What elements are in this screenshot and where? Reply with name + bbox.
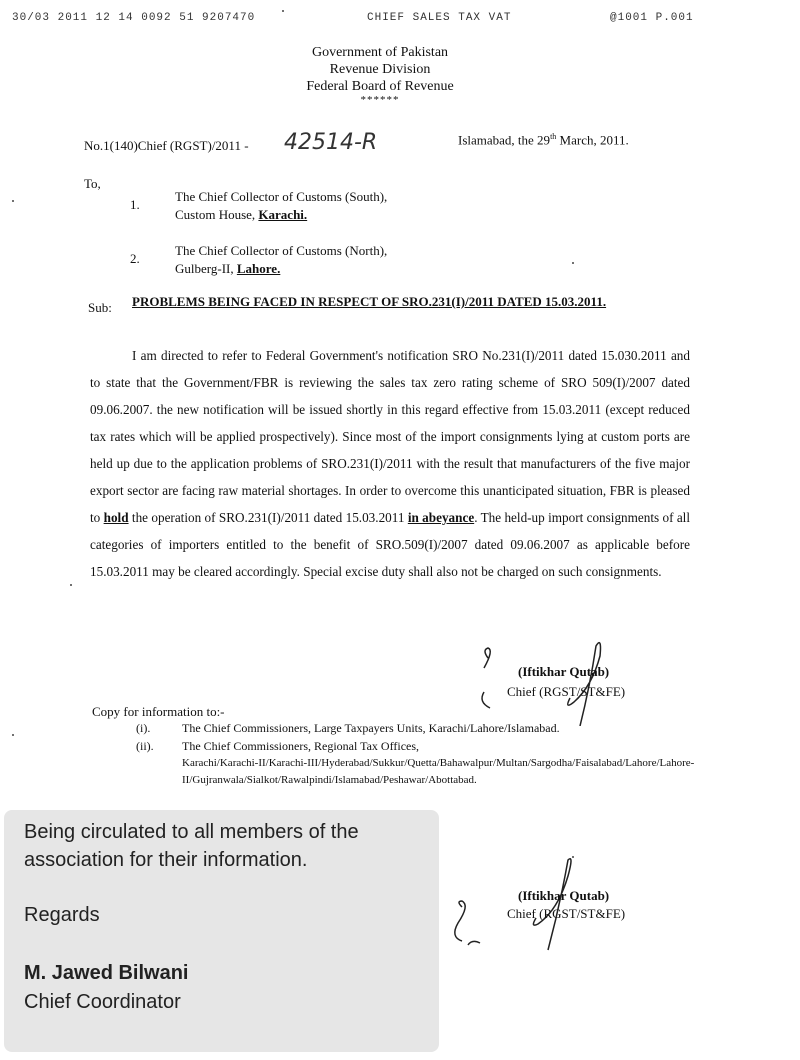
fax-header — [12, 12, 692, 30]
addressee-number: 1. — [130, 197, 140, 212]
subject-label: Sub: — [88, 300, 112, 315]
addressee-line1: The Chief Collector of Customs (South), — [175, 189, 388, 204]
signatory-title: Chief (RGST/ST&FE) — [507, 684, 626, 699]
body-paragraph — [90, 342, 690, 585]
addressee-number: 2. — [130, 251, 140, 266]
fax-header-center: CHIEF SALES TAX VAT — [367, 12, 512, 24]
scan-speck — [572, 856, 574, 858]
addressee-line2: Gulberg-II, — [175, 261, 237, 276]
signatory-name: (Iftikhar Qutab) — [518, 664, 610, 679]
addressee-item — [130, 242, 530, 282]
to-label: To, — [84, 176, 101, 191]
circulation-note-overlay — [4, 810, 439, 1052]
sender-name: M. Jawed Bilwani — [24, 962, 189, 984]
circulation-message: Being circulated to all members of the association for their information. — [24, 821, 359, 871]
scan-speck — [572, 262, 574, 264]
copy-item-number: (i). — [136, 721, 151, 735]
body-part2: the operation of SRO.231(I)/2011 dated 15.03.2011 — [128, 510, 408, 525]
body-part1: I am directed to refer to Federal Government's notification SRO No.231(I)/2011 dated 15.030.2011 and to state that the Government/FBR is reviewing the sales tax zero rating scheme of SRO 509(I)/2007 dated 09.06.2007. the new notification will be issued shortly in this regard effective from 15.03.2011 (except reduced tax rates which will be applied prospectively). Since most of the import consignments lying at custom ports are held up due to the application problems of SRO.231(I)/2011 with the result that manufacturers of the five major export sector are facing raw material shortages. In order to overcome this unanticipated situation, FBR is pleased to — [90, 348, 690, 525]
subject-text: PROBLEMS BEING FACED IN RESPECT OF SRO.231(I)/2011 DATED 15.03.2011. — [132, 294, 607, 309]
copy-item — [136, 720, 702, 738]
place-and-date — [458, 132, 629, 148]
reference-line — [84, 130, 684, 158]
date-suffix: th — [550, 132, 557, 141]
handwritten-diary-number: 42514-R — [284, 130, 378, 155]
copy-item-offices: Karachi/Karachi-II/Karachi-III/Hyderabad/Sukkur/Quetta/Bahawalpur/Multan/Sargodha/Faisalabad/Lahore/Lahore-II/Gujranwala/Sialkot/Rawalpindi/Islamabad/Peshawar/Abottabad. — [182, 757, 695, 786]
addressee-city: Lahore. — [236, 261, 281, 276]
handwritten-signature-icon — [440, 855, 670, 955]
fax-header-left: 30/03 2011 12 14 0092 51 9207470 — [12, 12, 256, 24]
fax-header-right: @1001 P.001 — [610, 12, 694, 24]
copy-item-number: (ii). — [136, 739, 154, 753]
scan-speck — [282, 10, 284, 12]
signatory-name: (Iftikhar Qutab) — [518, 888, 610, 903]
scan-speck — [12, 734, 14, 736]
regards-text: Regards — [24, 904, 100, 926]
date-prefix: Islamabad, the 29 — [458, 132, 551, 148]
addressee-city: Karachi. — [258, 207, 308, 222]
addressee-item — [130, 188, 530, 228]
copy-item — [136, 738, 702, 808]
copy-for-information-label: Copy for information to:- — [92, 704, 225, 719]
signature-block-secondary — [440, 855, 670, 955]
date-rest: March, 2011. — [556, 132, 629, 148]
copy-item-text: The Chief Commissioners, Regional Tax Offices, — [182, 739, 420, 753]
signatory-title: Chief (RGST/ST&FE) — [507, 906, 626, 921]
signature-block — [470, 636, 670, 726]
organization-heading — [280, 44, 480, 105]
handwritten-signature-icon — [470, 636, 670, 726]
body-part3: . The held-up import consignments of all categories of importers entitled to the benefit of SRO.509(I)/2007 dated 09.06.2007 as applicable before 15.03.2011 may be cleared accordingly. Special excise duty shall also not be charged on such consignments. — [90, 510, 691, 579]
org-line-government: Government of Pakistan — [311, 45, 449, 60]
org-line-board: Federal Board of Revenue — [306, 79, 454, 94]
copy-item-text: The Chief Commissioners, Large Taxpayers Units, Karachi/Lahore/Islamabad. — [182, 721, 560, 735]
scan-speck — [12, 200, 14, 202]
org-stars: ****** — [360, 94, 400, 106]
addressee-line1: The Chief Collector of Customs (North), — [175, 243, 388, 258]
org-line-division: Revenue Division — [329, 62, 431, 77]
addressee-line2: Custom House, — [175, 207, 259, 222]
body-hold-emphasis: hold — [103, 510, 129, 525]
reference-number: No.1(140)Chief (RGST)/2011 - — [84, 138, 249, 153]
scan-speck — [70, 584, 72, 586]
sender-role: Chief Coordinator — [24, 991, 181, 1013]
body-abeyance-emphasis: in abeyance — [407, 510, 475, 525]
